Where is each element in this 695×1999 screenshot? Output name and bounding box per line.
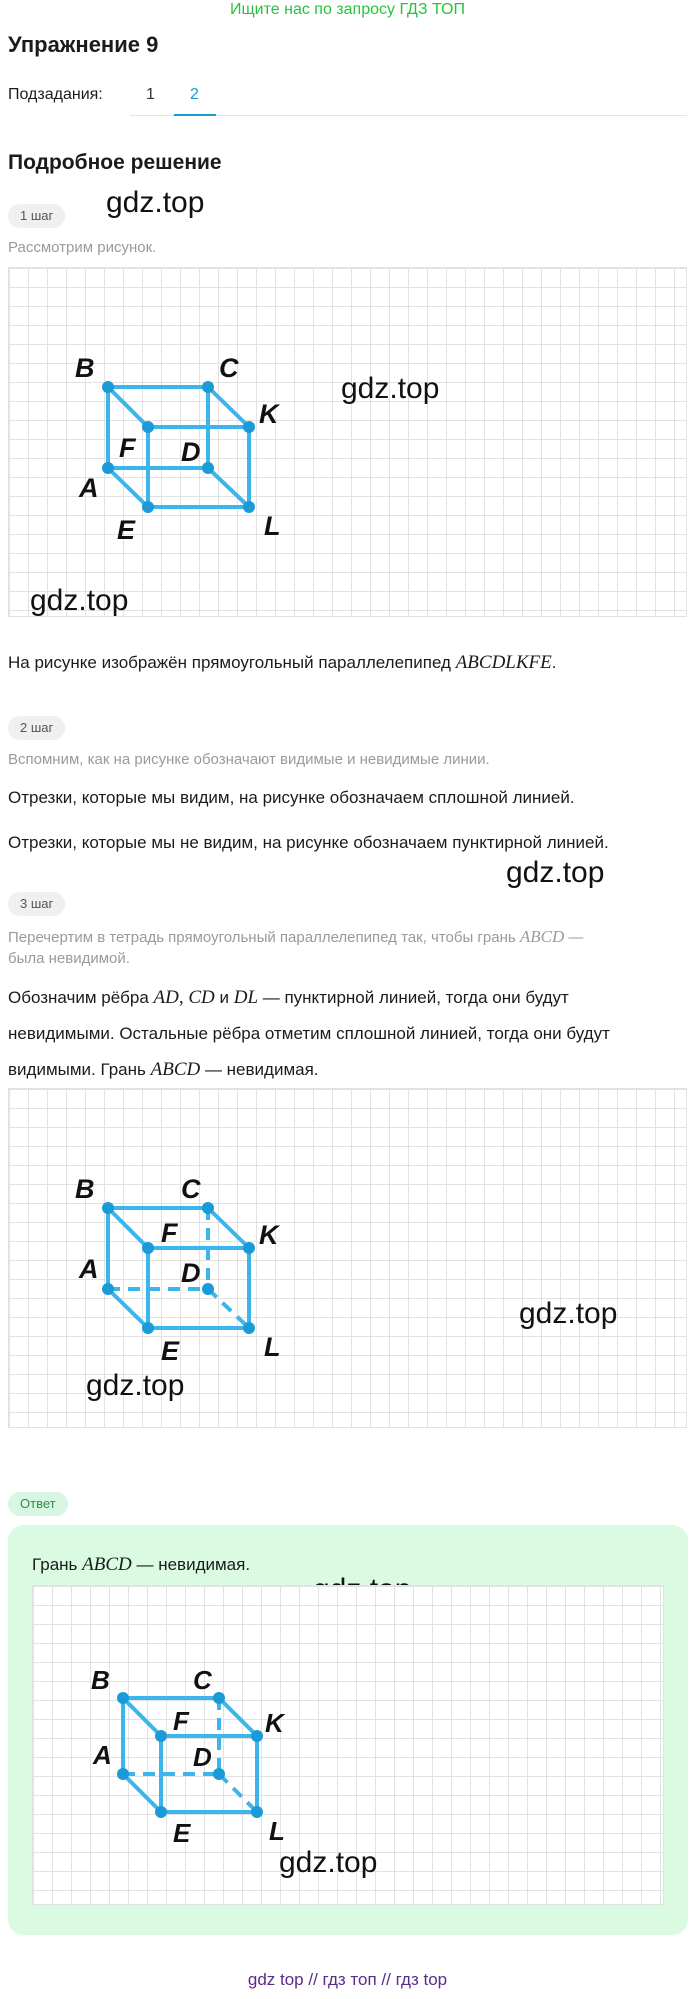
step-2-note: Вспомним, как на рисунке обозначают видимые и невидимые линии. (8, 751, 490, 768)
section-title: Подробное решение (8, 151, 222, 174)
step-2-line-1: Отрезки, которые мы видим, на рисунке обозначаем сплошной линией. (8, 788, 575, 807)
watermark: gdz.top (341, 372, 440, 405)
active-tab-indicator (174, 114, 216, 116)
vertex-l-label: L (264, 511, 281, 541)
step-2-badge: 2 шаг (8, 716, 65, 740)
vertex-e-label: E (173, 1818, 191, 1848)
watermark: gdz.top (519, 1297, 618, 1330)
vertex-b-label: B (91, 1665, 110, 1695)
answer-badge: Ответ (8, 1492, 68, 1516)
subtasks-label: Подзадания: (8, 86, 103, 103)
figure-1-grid (8, 267, 687, 617)
tab-subtask-1[interactable]: 1 (146, 86, 155, 103)
watermark: gdz.top (106, 186, 205, 219)
answer-text: Грань ABCD — невидимая. (32, 1554, 251, 1575)
vertex-c-label: C (181, 1174, 201, 1204)
footer-link-gdz-top-mixed[interactable]: гдз top (395, 1970, 448, 1989)
vertex-f-label: F (119, 433, 136, 463)
step-2-line-2: Отрезки, которые мы не видим, на рисунке обозначаем пунктирной линией. (8, 833, 609, 852)
watermark: gdz.top (86, 1369, 185, 1402)
vertex-d-label: D (181, 1258, 201, 1288)
vertex-c-label: C (193, 1665, 212, 1695)
cuboid-figure-1 (9, 268, 688, 618)
vertex-b-label: B (75, 353, 95, 383)
step-1-note: Рассмотрим рисунок. (8, 239, 157, 256)
step-3-para-1: Обозначим рёбра AD, CD и DL — пунктирной линией, тогда они будут (8, 987, 569, 1008)
watermark: gdz.top (279, 1846, 378, 1879)
footer-link-gdz-top-ru[interactable]: гдз топ (322, 1970, 377, 1989)
answer-box (8, 1525, 688, 1935)
step-1-badge: 1 шаг (8, 204, 65, 228)
vertex-e-label: E (161, 1336, 180, 1366)
tab-subtask-2[interactable]: 2 (190, 86, 199, 103)
watermark: gdz.top (30, 584, 129, 617)
vertex-k-label: K (265, 1708, 284, 1738)
vertex-l-label: L (264, 1332, 281, 1362)
math-expression: ABCDLKFE (455, 652, 552, 673)
vertex-b-label: B (75, 1174, 95, 1204)
answer-figure-grid (32, 1585, 664, 1905)
vertex-k-label: K (259, 399, 279, 429)
step-3-para-3: видимыми. Грань ABCD — невидимая. (8, 1059, 319, 1080)
watermark: gdz.top (506, 856, 605, 889)
search-banner: Ищите нас по запросу ГДЗ ТОП (230, 1, 465, 18)
vertex-e-label: E (117, 515, 136, 545)
vertex-a-label: A (93, 1740, 112, 1770)
step-3-note: Перечертим в тетрадь прямоугольный параллелепипед так, чтобы грань ABCD — (8, 927, 584, 946)
page-title: Упражнение 9 (8, 32, 159, 57)
footer-link-gdz-top[interactable]: gdz top (247, 1970, 304, 1989)
vertex-d-label: D (193, 1742, 212, 1772)
vertex-a-label: A (79, 1254, 99, 1284)
step-1-text: На рисунке изображён прямоугольный параллелепипед ABCDLKFE. (8, 652, 557, 673)
vertex-a-label: A (79, 473, 99, 503)
footer-links: gdz top // гдз топ // гдз top (247, 1970, 448, 1989)
step-3-badge: 3 шаг (8, 892, 65, 916)
vertex-l-label: L (269, 1816, 285, 1846)
vertex-f-label: F (173, 1706, 189, 1736)
step-3-para-2: невидимыми. Остальные рёбра отметим сплошной линией, тогда они будут (8, 1024, 610, 1043)
step-3-note-line-2: была невидимой. (8, 950, 130, 967)
vertex-c-label: C (219, 353, 239, 383)
vertex-d-label: D (181, 437, 201, 467)
figure-2-grid (8, 1088, 687, 1428)
vertex-f-label: F (161, 1218, 178, 1248)
vertex-k-label: K (259, 1220, 279, 1250)
